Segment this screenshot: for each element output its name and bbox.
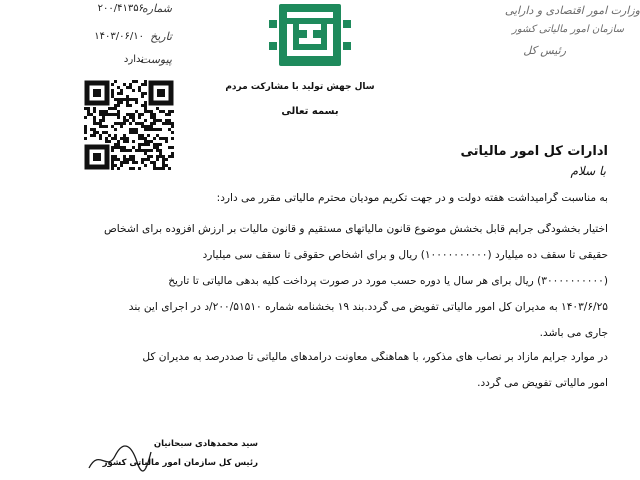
letter-attachment-row: [92, 53, 172, 71]
recipient: ادارات کل امور مالیاتی: [460, 144, 608, 159]
organization-name: سازمان امور مالیاتی کشور: [512, 24, 624, 35]
bismillah-heading: بسمه تعالی: [281, 106, 339, 117]
body-line: (۳۰۰۰۰۰۰۰۰۰۰) ریال برای هر سال یا دوره حسب مورد در صورت پرداخت کلیه بدهی مالیاتی تا تاریخ: [168, 275, 608, 287]
body-line: ۱۴۰۳/۶/۲۵ به مدیران کل امور مالیاتی تفویض می گردد.بند ۱۹ بخشنامه شماره ۲۰۰/۵۱۵۱۰/د در اجرای این بند: [128, 301, 608, 313]
number-value: ۲۰۰/۴۱۳۵۶: [97, 3, 144, 14]
ministry-name: وزارت امور اقتصادی و دارایی: [504, 4, 640, 17]
tax-organization-emblem: [265, 2, 355, 68]
attachment-label: پیوست: [139, 53, 172, 66]
date-value: ۱۴۰۳/۰۶/۱۰: [94, 31, 144, 42]
letter-date-row: [92, 30, 172, 48]
body-line: اختیار بخشودگی جرایم قابل بخشش موضوع قانون مالیاتهای مستقیم و قانون مالیات بر ارزش افزوده برای اشخاص: [103, 223, 608, 235]
greeting: با سلام: [570, 164, 606, 178]
letter-number-row: [92, 2, 172, 20]
body-line: امور مالیاتی تفویض می گردد.: [477, 377, 608, 389]
attachment-value: ندارد: [123, 54, 144, 65]
body-line: جاری می باشد.: [539, 327, 608, 339]
signatory-title: رئیس کل سازمان امور مالیاتی کشور: [102, 458, 258, 468]
signatory-name: سید محمدهادی سبحانیان: [153, 439, 258, 449]
year-motto: سال جهش تولید با مشارکت مردم: [225, 82, 375, 92]
office-title: رئیس کل: [523, 44, 566, 57]
number-label: شماره: [141, 2, 172, 15]
body-line: حقیقی تا سقف ده میلیارد (۱۰۰۰۰۰۰۰۰۰۰) ریال و برای اشخاص حقوقی تا سقف سی میلیارد: [202, 249, 608, 261]
date-label: تاریخ: [150, 30, 172, 43]
body-line: به مناسبت گرامیداشت هفته دولت و در جهت تکریم مودیان محترم مالیاتی مقرر می دارد:: [216, 192, 608, 204]
qr-code: [84, 80, 174, 170]
body-line: در موارد جرایم مازاد بر نصاب های مذکور، با هماهنگی معاونت درآمدهای مالیاتی تا صددرصد به مدیران کل: [142, 351, 608, 363]
